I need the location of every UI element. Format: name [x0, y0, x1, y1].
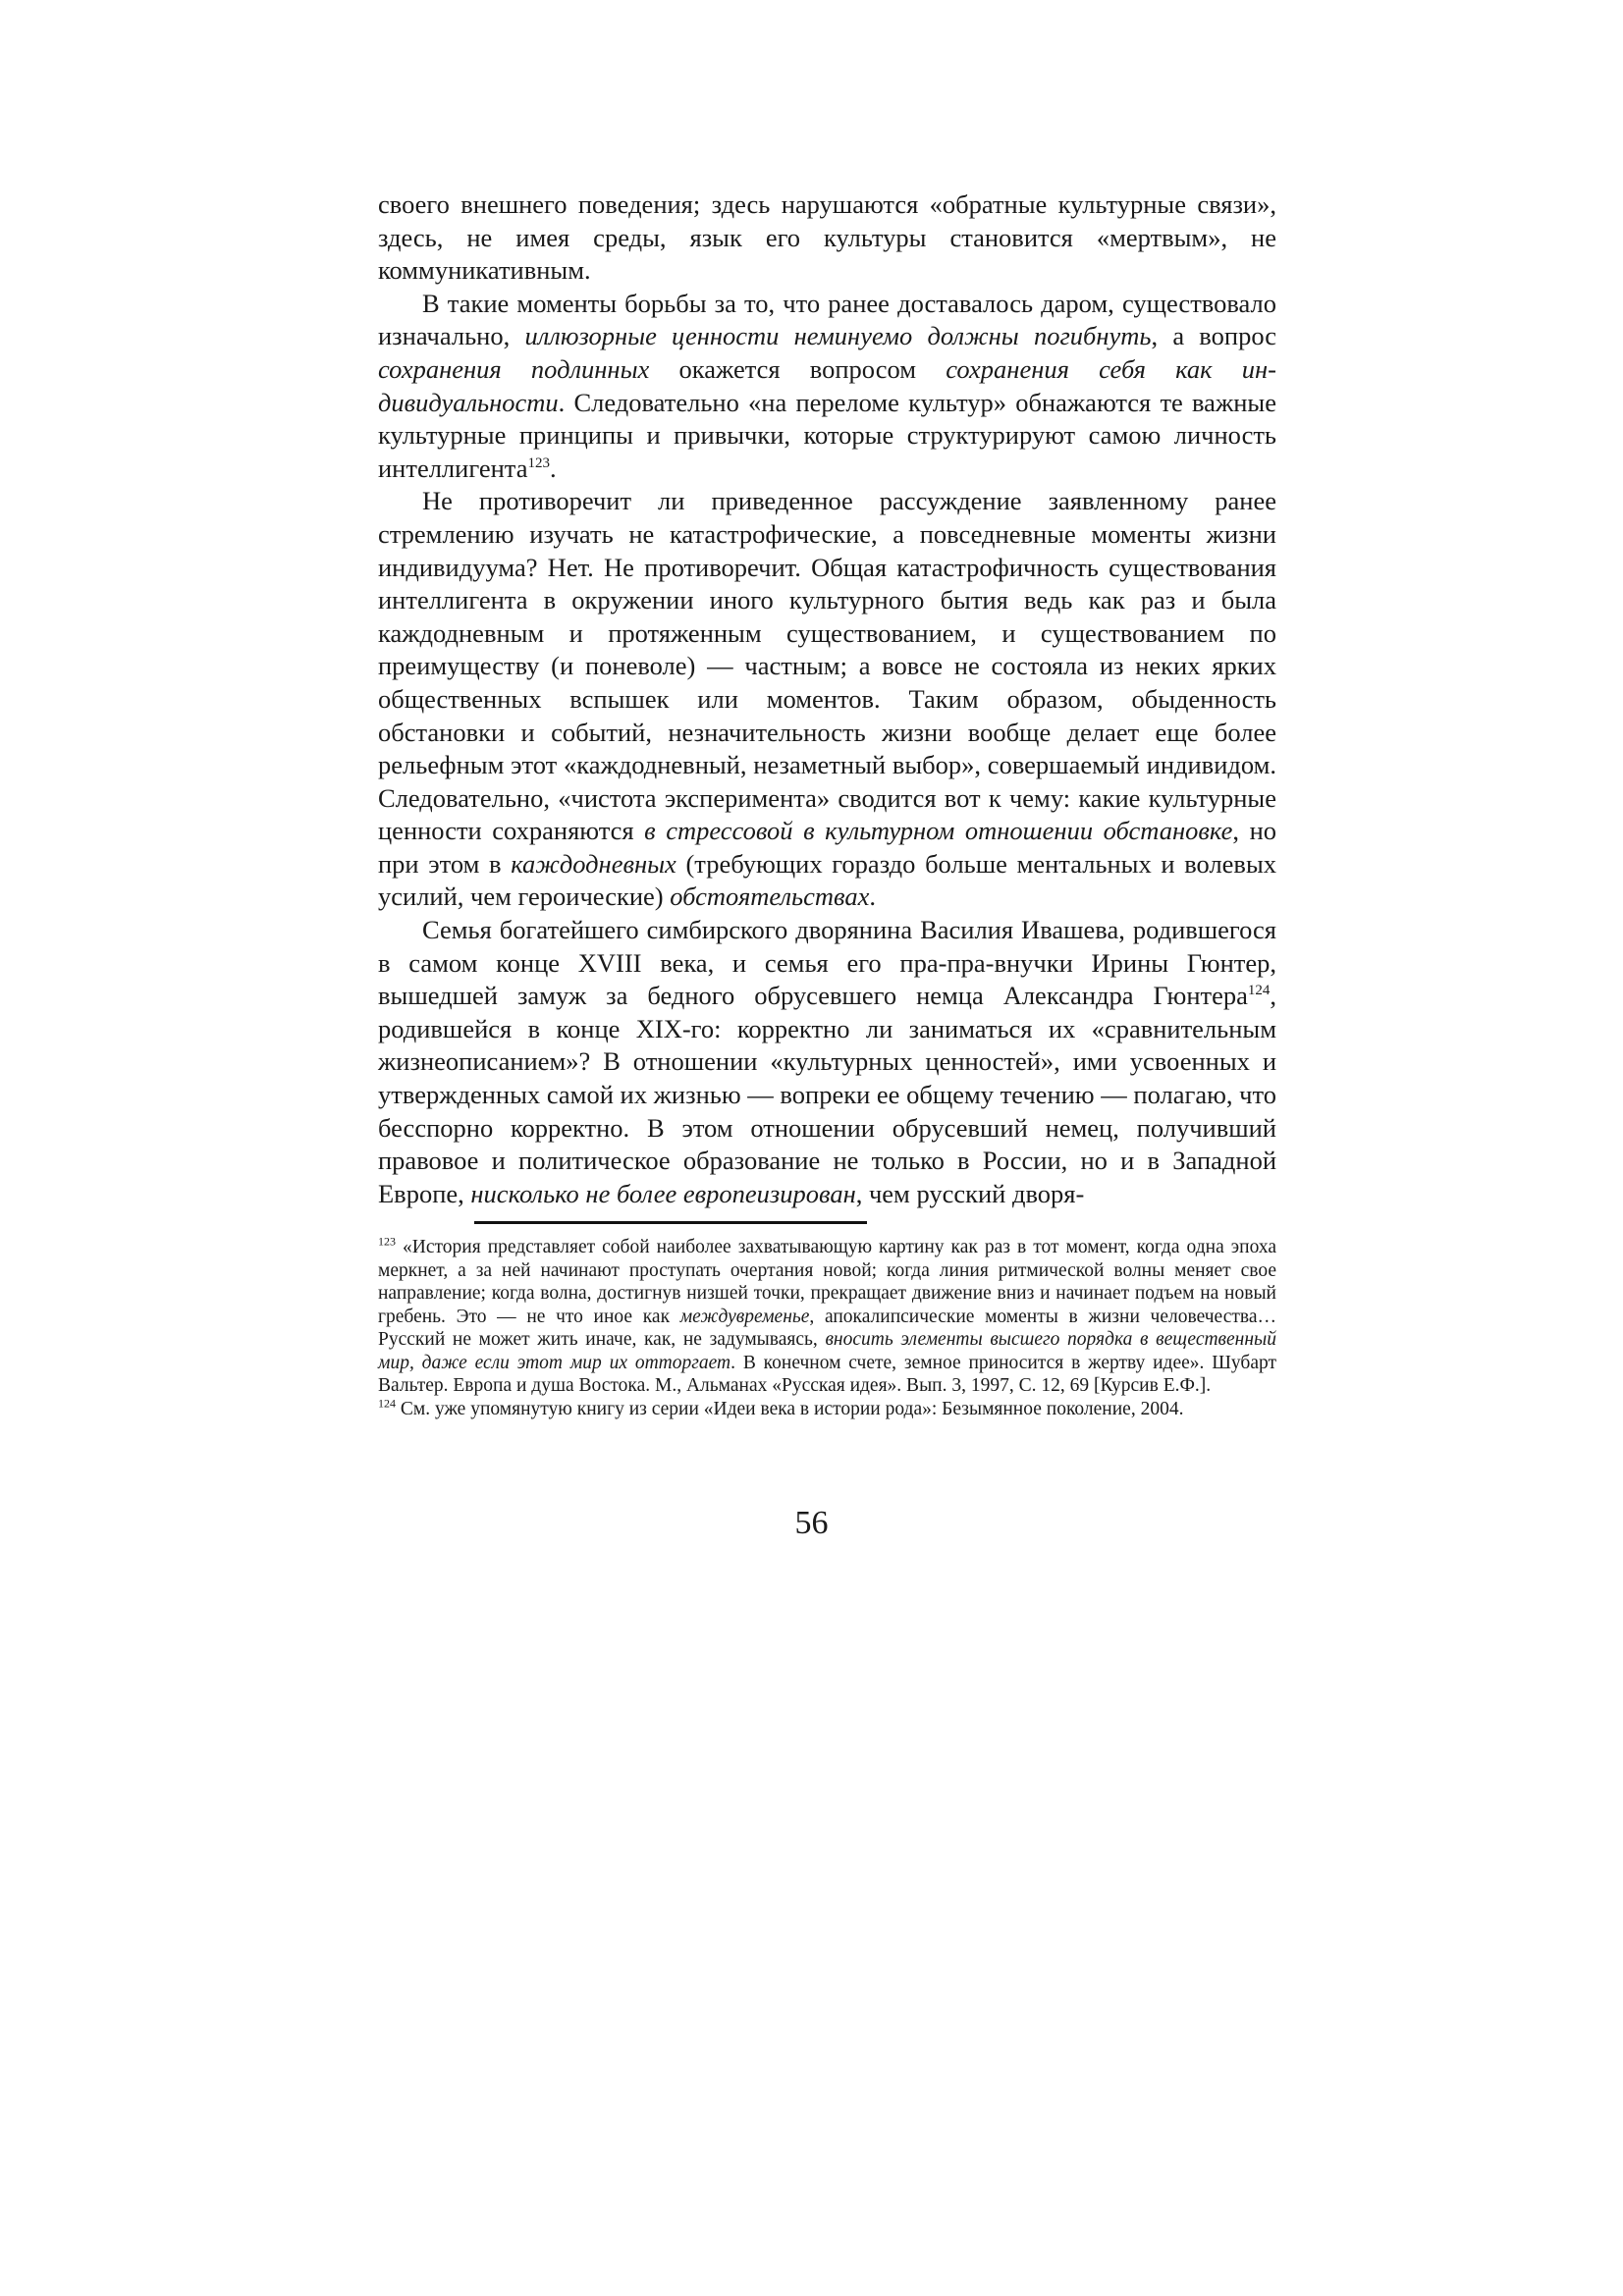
text-span: , чем русский дворя-: [855, 1178, 1085, 1208]
italic-span: вносить элементы высшего порядка в вещественный мир, даже если этот мир их отторгает: [378, 1329, 1276, 1373]
text-span: Не противоречит ли приведенное рассуждение заявленному ранее стремлению изучать не катастрофические, а повседневные моменты жизни индивидуума? Нет. Не противоречит. Общая катастрофичность существования интеллигента в окружении иного культурного бытия ведь как раз и была каждодневным и протяженным существованием, и существованием по преимуществу (и поневоле) — частным; а вовсе не состояла из неких ярких общественных вспышек или моментов. Таким образом, обыденность обстановки и событий, незначительность жизни вообще делает еще более рельефным этот «каждодневный, незаметный выбор», совершаемый индивидом. Следовательно, «чистота эксперимента» сводится вот к чему: какие культурные ценности сохраняются: [378, 486, 1276, 846]
paragraph: [378, 485, 1276, 914]
text-span: своего внешнего поведения; здесь нарушаются «обратные культурные связи», здесь, не имея среды, язык его культуры становится «мертвым», не коммуникативным.: [378, 189, 1276, 286]
text-span: . В конечном счете, земное приносится в жертву идее». Шубарт Вальтер. Европа и душа Востока. М., Альманах «Русская идея». Вып. 3, 1997, С. 12, 69 [Курсив Е.Ф.].: [378, 1352, 1276, 1396]
footnote: [378, 1236, 1276, 1398]
text-span: .: [549, 453, 557, 483]
text-span: окажется вопросом: [649, 353, 947, 384]
footnotes: [378, 1236, 1276, 1420]
text-span: См. уже упомянутую книгу из серии «Идеи века в истории рода»: Безымянное поколение, 2004.: [396, 1398, 1184, 1419]
text-span: , а вопрос: [1151, 321, 1276, 351]
italic-span: иллюзорные ценности неминуемо должны погибнуть: [524, 321, 1152, 351]
italic-span: каждодневных: [511, 848, 676, 879]
text-span: , но при этом в: [378, 816, 1277, 879]
text-span: В такие моменты борьбы за то, что ранее доставалось даром, существовало изначально,: [378, 288, 1276, 351]
footnote-ref: 123: [378, 1234, 396, 1249]
footnote: [378, 1398, 1276, 1421]
paragraph: [378, 188, 1276, 288]
main-text: [378, 188, 1276, 1210]
italic-span: сохранения подлинных: [378, 353, 650, 384]
page-number: 56: [794, 1505, 829, 1541]
italic-span: сохранения себя как индивидуальности: [378, 353, 1276, 417]
italic-span: в стрессовой в культурном отношении обстановке: [644, 816, 1233, 846]
italic-span: междувременье: [679, 1306, 810, 1327]
footnote-ref: 124: [1247, 983, 1271, 999]
italic-span: нисколько не более европеизирован: [470, 1178, 856, 1208]
text-span: . Следовательно «на переломе культур» обнажаются те важные культурные принципы и привычки, которые структурируют самою личность интеллигента: [378, 387, 1276, 483]
text-span: , апокалипсические моменты в жизни человечества… Русский не может жить иначе, как, не задумываясь,: [378, 1306, 1276, 1350]
footnote-separator: [474, 1221, 867, 1224]
paragraph: [378, 288, 1276, 486]
text-span: (требующих гораздо больше ментальных и волевых усилий, чем героические): [378, 848, 1277, 912]
text-span: «История представляет собой наиболее захватывающую картину как раз в тот момент, когда одна эпоха меркнет, а за ней начинают проступать очертания новой; когда линия ритмической волны меняет свое направление; когда волна, достигнув низшей точки, прекращает движение вниз и начинает подъем на новый гребень. Это — не что иное как: [378, 1237, 1276, 1327]
italic-span: обстоятельствах: [670, 881, 870, 912]
paragraph: [378, 914, 1276, 1210]
text-span: .: [869, 881, 876, 912]
footnote-ref: 124: [378, 1396, 396, 1410]
text-span: , родившейся в конце XIX-го: корректно ли заниматься их «сравнительным жизнеописанием»? В отношении «культурных ценностей», ими усвоенных и утвержденных самой их жизнью — вопреки ее общему течению — полагаю, что бесспорно корректно. В этом отношении обрусевший немец, получивший правовое и политическое образование не только в России, но и в Западной Европе,: [378, 981, 1276, 1208]
footnote-ref: 123: [527, 454, 550, 471]
text-span: Семья богатейшего симбирского дворянина Василия Ивашева, родившегося в самом конце XVIII века, и семья его пра-пра-внучки Ирины Гюнтер, вышедшей замуж за бедного обрусевшего немца Александра Гюнтера: [378, 915, 1276, 1011]
